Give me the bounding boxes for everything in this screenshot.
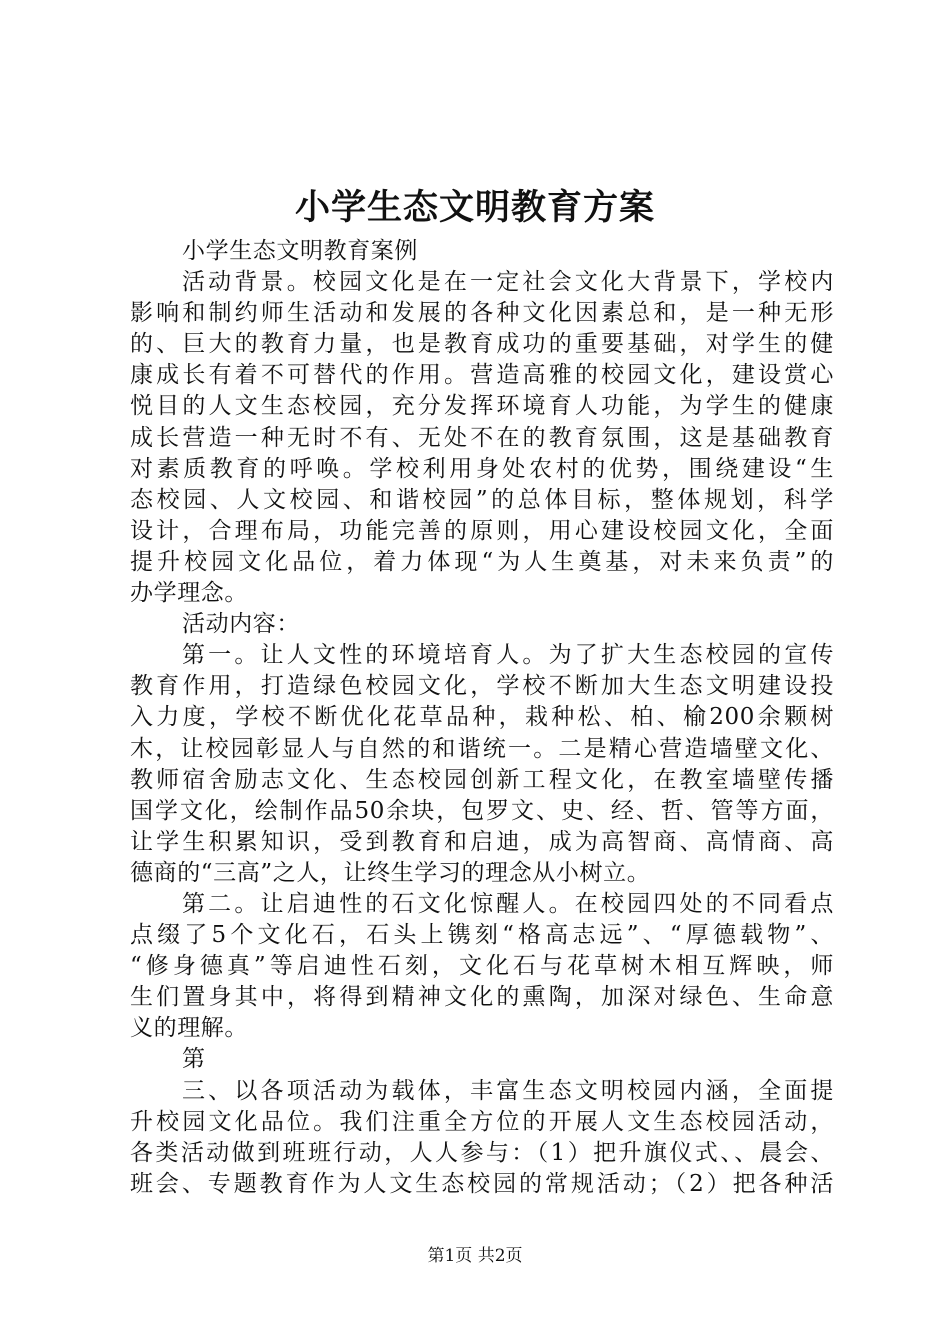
text-line: 升校园文化品位。我们注重全方位的开展人文生态校园活动， bbox=[130, 1108, 834, 1135]
text-line: 教师宿舍励志文化、生态校园创新工程文化，在教室墙壁传播 bbox=[130, 766, 834, 793]
text-line: 对素质教育的呼唤。学校利用身处农村的优势，围绕建设“生 bbox=[130, 455, 834, 482]
text-line: 小学生态文明教育案例 bbox=[182, 238, 418, 264]
text-line: 办学理念。 bbox=[130, 580, 248, 607]
text-line: 义的理解。 bbox=[130, 1015, 248, 1042]
text-line: 第一。让人文性的环境培育人。为了扩大生态校园的宣传 bbox=[182, 642, 834, 669]
document-title: 小学生态文明教育方案 bbox=[294, 187, 655, 228]
text-line: 第二。让启迪性的石文化惊醒人。在校园四处的不同看点 bbox=[182, 890, 834, 917]
text-line: 第 bbox=[182, 1046, 206, 1073]
text-line: 活动内容： bbox=[182, 611, 300, 638]
text-line: 设计，合理布局，功能完善的原则，用心建设校园文化，全面 bbox=[130, 517, 834, 544]
text-line: 悦目的人文生态校园，充分发挥环境育人功能，为学生的健康 bbox=[130, 393, 834, 420]
text-line: 活动背景。校园文化是在一定社会文化大背景下，学校内 bbox=[182, 269, 834, 296]
text-line: 国学文化，绘制作品50余块，包罗文、史、经、哲、管等方面， bbox=[130, 797, 834, 824]
text-line: 木，让校园彰显人与自然的和谐统一。二是精心营造墙壁文化、 bbox=[130, 735, 834, 762]
text-line: 提升校园文化品位，着力体现“为人生奠基，对未来负责”的 bbox=[130, 548, 834, 575]
document-body bbox=[130, 236, 834, 1200]
text-line: 三、以各项活动为载体，丰富生态文明校园内涵，全面提 bbox=[182, 1077, 834, 1104]
text-line: 康成长有着不可替代的作用。营造高雅的校园文化，建设赏心 bbox=[130, 362, 834, 389]
text-line: 班会、专题教育作为人文生态校园的常规活动；（2）把各种活 bbox=[130, 1170, 834, 1197]
page-footer: 第1页 共2页 bbox=[427, 1246, 523, 1266]
text-line: 成长营造一种无时不有、无处不在的教育氛围，这是基础教育 bbox=[130, 424, 834, 451]
text-line: 各类活动做到班班行动，人人参与：（1）把升旗仪式、、晨会、 bbox=[130, 1139, 834, 1166]
text-line: 点缀了5个文化石，石头上镌刻“格高志远”、“厚德载物”、 bbox=[130, 922, 834, 949]
text-line: 德商的“三高”之人，让终生学习的理念从小树立。 bbox=[130, 859, 651, 886]
text-line: 教育作用，打造绿色校园文化，学校不断加大生态文明建设投 bbox=[130, 673, 834, 700]
text-line: “修身德真”等启迪性石刻，文化石与花草树木相互辉映，师 bbox=[130, 953, 834, 980]
text-line: 生们置身其中，将得到精神文化的熏陶，加深对绿色、生命意 bbox=[130, 984, 834, 1011]
text-line: 的、巨大的教育力量，也是教育成功的重要基础，对学生的健 bbox=[130, 331, 834, 358]
text-line: 影响和制约师生活动和发展的各种文化因素总和，是一种无形 bbox=[130, 300, 834, 327]
text-line: 入力度，学校不断优化花草品种，栽种松、柏、榆200余颗树 bbox=[130, 704, 834, 731]
text-line: 态校园、人文校园、和谐校园”的总体目标，整体规划，科学 bbox=[130, 486, 834, 513]
text-line: 让学生积累知识，受到教育和启迪，成为高智商、高情商、高 bbox=[130, 828, 834, 855]
